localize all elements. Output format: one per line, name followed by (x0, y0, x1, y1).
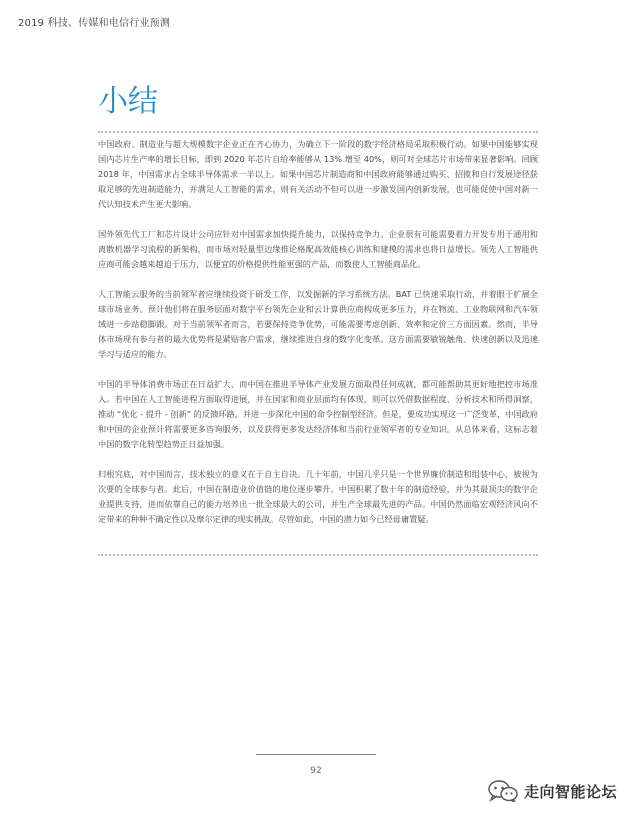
dotted-divider-top (98, 131, 538, 133)
paragraph-4: 中国的半导体消费市场正在日益扩大，而中国在推进半导体产业发展方面取得任何成就，都可能帮助其更好地把控市场准入。若中国在人工智能进程方面取得进展，并在国家和商业层面均有体现，则可以凭借数据程度、分析技术和所得洞察，推动 “优化 - 提升 - 创新” 的反馈环路，并进一步深化中国的命令控制型经济。但是，要成功实现这一广泛变革，中国政府和中国的企业预计将需要更多咨询服务，以及获得更多发达经济体和当前行业领军者的专业知识。从总体来看，这标志着中国的数字化转型趋势正日益加强。 (98, 379, 538, 449)
watermark (488, 780, 617, 802)
wechat-icon (488, 780, 518, 802)
footer-rule (256, 754, 376, 755)
paragraph-1: 中国政府、制造业与超大规模数字企业正在齐心协力，为确立下一阶段的数字经济格局采取积极行动。如果中国能够实现国内芯片生产率的增长目标，即到 2020 年芯片自给率能够从 13% 增至 40%，则可对全球芯片市场带来显著影响。回顾 2018 年，中国需求占全球半导体需求一半以上。如果中国芯片制造商和中国政府能够通过购买、招揽和自行发展途径获取足够的先进制造能力，并满足人工智能的需求，则有关活动不但可以进一步激发国内创新发展，也可能促使中国对新一代认知技术产生更大影响。 (98, 139, 538, 209)
body-text (98, 137, 538, 542)
watermark-text: 走向智能论坛 (524, 782, 618, 801)
page-number: 92 (310, 766, 322, 776)
paragraph-2: 国外领先代工厂和芯片设计公司应针对中国需求加快提升能力，以保持竞争力。企业很有可能需要着力开发专用于通用和离散机器学习流程的新架构，而市场对轻量型边缘推论格配高效能核心训练和建模的需求也将日益增长。领先人工智能供应商可能会越来越迫于压力，以便宜的价格提供性能更强的产品，而数使人工智能商品化。 (98, 229, 538, 269)
paragraph-3: 人工智能云服务的当前领军者应继续投资于研发工作，以发掘新的学习系统方法。BAT 已快速采取行动，并着眼于扩展全球市场业务。预计他们将在服务层面对数字平台领先企业和云计算供应商构成更多压力，并在物流、工业物联网和汽车领域进一步站稳脚跟。对于当前领军者而言，若要保持竞争优势，可能需要考虑创新、效率和定价三方面因素。然而，半导体市场现有参与者的最大优势将是紧贴客户需求，继续推进自身的数字化变革。这方面需要敏锐触角、快速创新以及迅速学习与适应的能力。 (98, 289, 538, 359)
section-title: 小结 (98, 84, 158, 119)
running-header: 2019 科技、传媒和电信行业预测 (18, 18, 171, 29)
dotted-divider-bottom (98, 554, 538, 556)
paragraph-5: 归根究底，对中国而言，技术独立的意义在于自主自决。几十年前，中国几乎只是一个世界廉价制造和组装中心，被视为次要的全球参与者。此后，中国在制造业价值链的地位逐步攀升。中国积累了数十年的制造经验，并为其最顶尖的数字企业提供支持，进而依靠自己的能力培养出一批全球最大的公司，并生产全球最先进的产品。中国仍然面临宏观经济风向不定带来的种种不确定性以及摩尔定律的现实挑战。尽管如此，中国的潜力如今已经毋庸置疑。 (98, 469, 538, 524)
